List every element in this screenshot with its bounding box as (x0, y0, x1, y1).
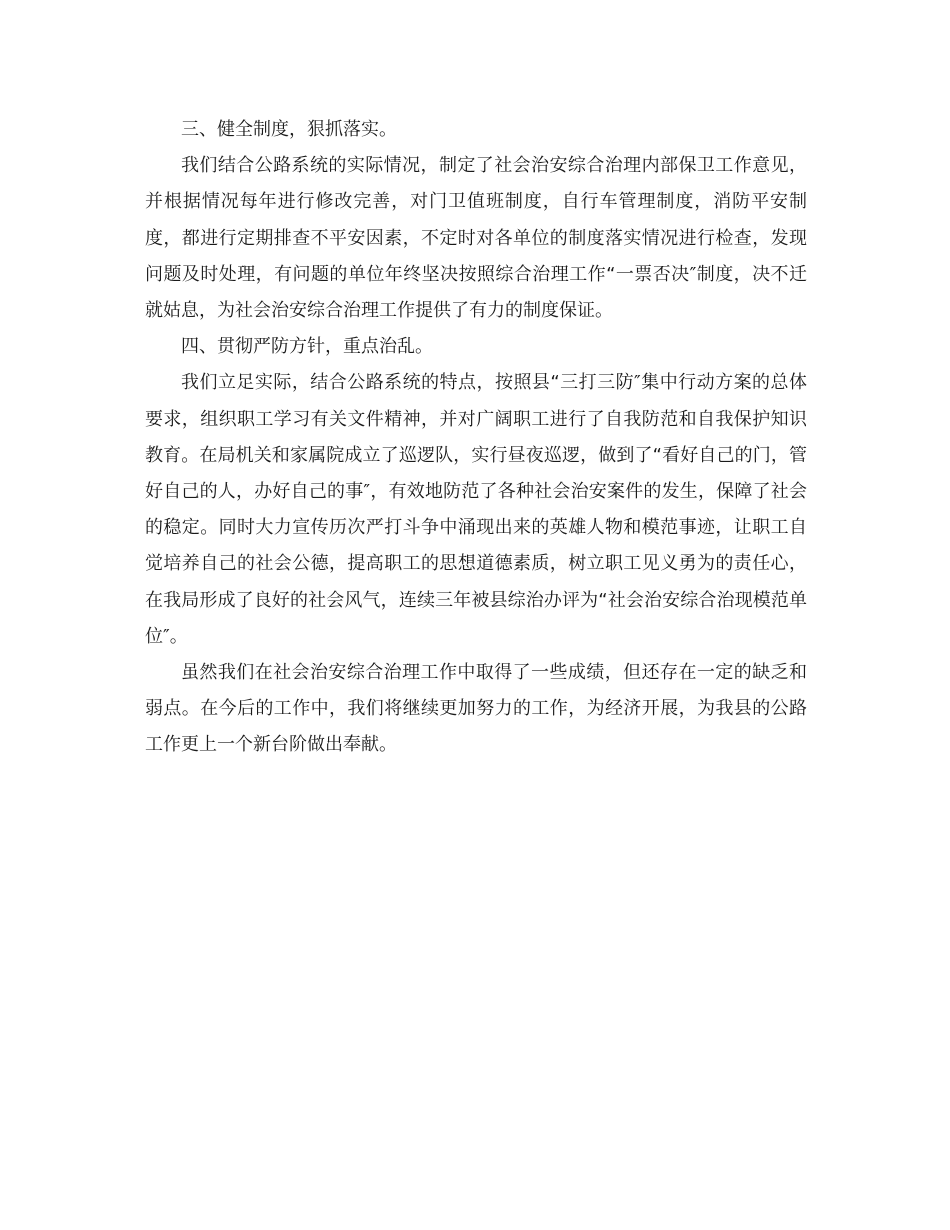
section-heading-3: 三、健全制度，狠抓落实。 (181, 119, 397, 140)
body-paragraph: 我们立足实际，结合公路系统的特点，按照县“三打三防″集中行动方案的总体要求，组织职工学习有关文件精神，并对广阔职工进行了自我防范和自我保护知识教育。在局机关和家属院成立了巡逻队，实行昼夜巡逻，做到了“看好自己的门，管好自己的人，办好自己的事″，有效地防范了各种社会治安案件的发生，保障了社会的稳定。同时大力宣传历次严打斗争中涌现出来的英雄人物和模范事迹，让职工自觉培养自己的社会公德，提高职工的思想道德素质，树立职工见义勇为的责任心，在我局形成了良好的社会风气，连续三年被县综治办评为“社会治安综合治现模范单位″。 (145, 372, 807, 647)
section-heading-4: 四、贯彻严防方针，重点治乱。 (181, 336, 433, 358)
document-body (145, 112, 807, 764)
closing-paragraph: 虽然我们在社会治安综合治理工作中取得了一些成绩，但还存在一定的缺乏和弱点。在今后的工作中，我们将继续更加努力的工作，为经济开展，为我县的公路工作更上一个新台阶做出奉献。 (145, 662, 807, 756)
body-paragraph: 我们结合公路系统的实际情况，制定了社会治安综合治理内部保卫工作意见，并根据情况每年进行修改完善，对门卫值班制度，自行车管理制度，消防平安制度，都进行定期排查不平安因素，不定时对各单位的制度落实情况进行检查，发现问题及时处理，有问题的单位年终坚决按照综合治理工作“一票否决″制度，决不迁就姑息，为社会治安综合治理工作提供了有力的制度保证。 (145, 155, 807, 322)
